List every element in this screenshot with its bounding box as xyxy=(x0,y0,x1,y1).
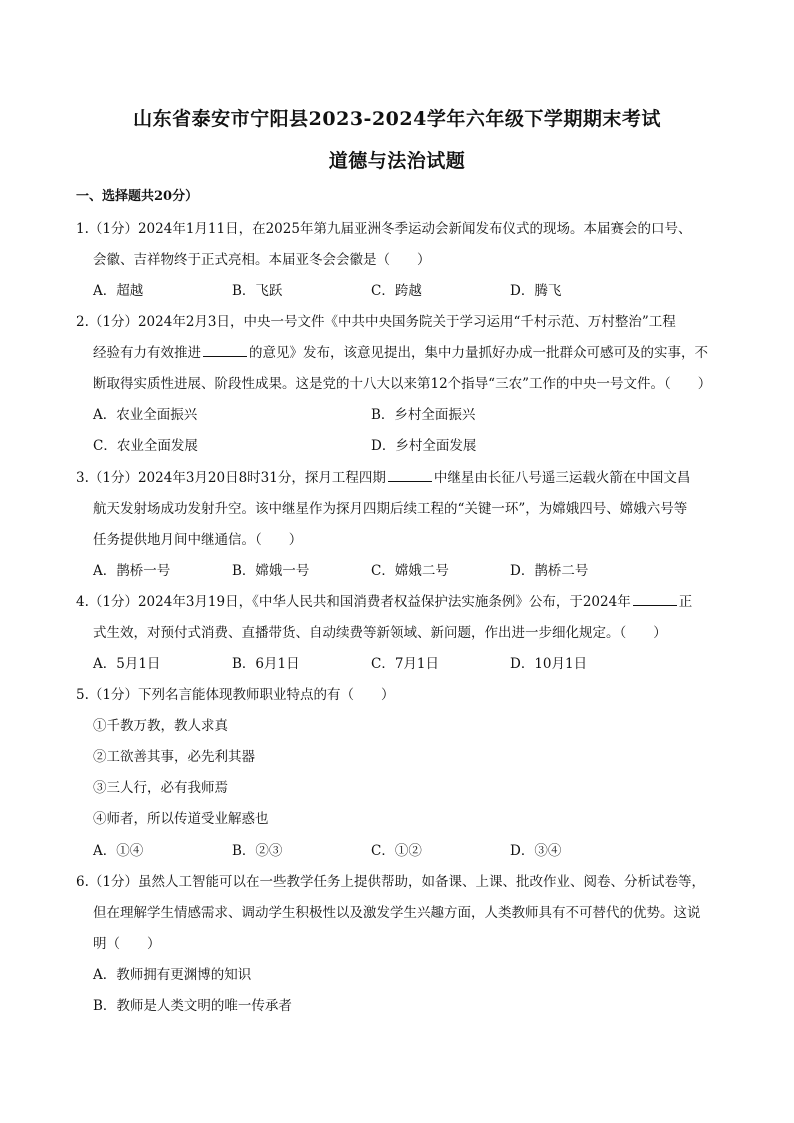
question-3-option-d: D．鹊桥二号 xyxy=(510,563,589,579)
question-2-line-2-after: 的意见》发布，该意见提出，集中力量抓好办成一批群众可感可及的实事，不 xyxy=(249,345,708,361)
question-4-line-1-after: 正 xyxy=(678,594,693,610)
question-5-item-4: ④师者，所以传道受业解惑也 xyxy=(93,811,269,827)
question-3-line-3: 任务提供地月间中继通信。（ ） xyxy=(93,532,303,548)
section-heading: 一、选择题共20分） xyxy=(76,189,199,204)
question-1-line-1: 1.（1分）2024年1月11日，在2025年第九届亚洲冬季运动会新闻发布仪式的现场。本届赛会的口号、 xyxy=(76,221,692,237)
question-2-option-a: A．农业全面振兴 xyxy=(93,407,198,423)
question-3-line-1 xyxy=(76,466,690,486)
question-2-option-b: B．乡村全面振兴 xyxy=(371,407,476,423)
question-6-option-a: A．教师拥有更渊博的知识 xyxy=(93,967,252,983)
question-1-option-a: A．超越 xyxy=(93,283,144,299)
question-5-item-3: ③三人行，必有我师焉 xyxy=(93,780,228,796)
question-3-line-1-after: 中继星由长征八号遥三运载火箭在中国文昌 xyxy=(433,470,691,486)
question-4-option-c: C．7月1日 xyxy=(371,656,440,672)
question-5-option-d: D．③④ xyxy=(510,843,562,859)
question-4-option-a: A．5月1日 xyxy=(93,656,161,672)
question-1-option-c: C．跨越 xyxy=(371,283,422,299)
question-4-line-1-before: 4.（1分）2024年3月19日，《中华人民共和国消费者权益保护法实施条例》公布，于2024年 xyxy=(76,594,631,610)
question-2-line-2-before: 经验有力有效推进 xyxy=(93,345,201,361)
question-3-line-1-before: 3.（1分）2024年3月20日8时31分，探月工程四期 xyxy=(76,470,386,486)
question-6-line-3: 明（ ） xyxy=(93,936,161,952)
question-1-line-2: 会徽、吉祥物终于正式亮相。本届亚冬会会徽是（ ） xyxy=(93,252,431,268)
question-4-line-2: 式生效，对预付式消费、直播带货、自动续费等新领域、新问题，作出进一步细化规定。（ ） xyxy=(93,625,667,641)
question-5-line-1: 5.（1分）下列名言能体现教师职业特点的有（ ） xyxy=(76,687,395,703)
question-5-item-2: ②工欲善其事，必先利其器 xyxy=(93,749,255,765)
question-4-option-d: D．10月1日 xyxy=(510,656,588,672)
question-5-item-1: ①千教万教，教人求真 xyxy=(93,718,228,734)
page-title: 山东省泰安市宁阳县2023-2024学年六年级下学期期末考试 xyxy=(133,108,661,130)
question-2-line-3: 断取得实质性进展、阶段性成果。这是党的十八大以来第12个指导“三农”工作的中央一号文件。（ ） xyxy=(93,376,712,392)
question-2-option-c: C．农业全面发展 xyxy=(93,438,198,454)
answer-blank xyxy=(388,469,432,482)
question-6-line-2: 但在理解学生情感需求、调动学生积极性以及激发学生兴趣方面，人类教师具有不可替代的优势。这说 xyxy=(93,905,701,921)
answer-blank xyxy=(203,344,247,357)
question-5-option-c: C．①② xyxy=(371,843,422,859)
question-1-option-d: D．腾飞 xyxy=(510,283,562,299)
question-5-option-a: A．①④ xyxy=(93,843,144,859)
question-3-option-a: A．鹊桥一号 xyxy=(93,563,171,579)
question-3-line-2: 航天发射场成功发射升空。该中继星作为探月四期后续工程的“关键一环”，为嫦娥四号、嫦娥六号等 xyxy=(93,501,688,517)
question-3-option-c: C．嫦娥二号 xyxy=(371,563,449,579)
question-5-option-b: B．②③ xyxy=(232,843,283,859)
question-6-line-1: 6.（1分）虽然人工智能可以在一些教学任务上提供帮助，如备课、上课、批改作业、阅卷、分析试卷等， xyxy=(76,874,705,890)
question-4-option-b: B．6月1日 xyxy=(232,656,300,672)
answer-blank xyxy=(633,593,677,606)
question-6-option-b: B．教师是人类文明的唯一传承者 xyxy=(93,998,292,1014)
question-2-line-2 xyxy=(93,341,708,361)
question-3-option-b: B．嫦娥一号 xyxy=(232,563,310,579)
page-subtitle: 道德与法治试题 xyxy=(328,150,466,172)
question-4-line-1 xyxy=(76,590,692,610)
question-1-option-b: B．飞跃 xyxy=(232,283,283,299)
question-2-line-1: 2.（1分）2024年2月3日，中央一号文件《中共中央国务院关于学习运用“千村示范、万村整治”工程 xyxy=(76,314,676,330)
question-2-option-d: D．乡村全面发展 xyxy=(371,438,477,454)
